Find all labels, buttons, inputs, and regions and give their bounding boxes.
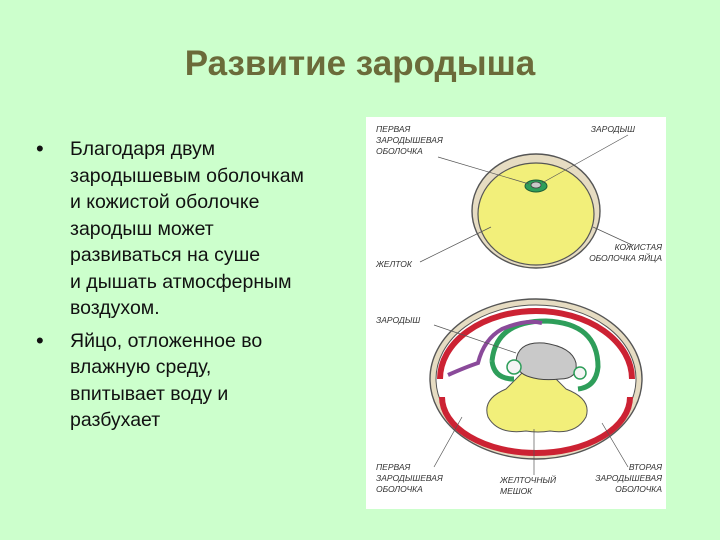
bullet-line: воздухом. <box>70 297 160 319</box>
bullet-line: зародышевым оболочкам <box>70 164 304 187</box>
top-embryo <box>531 182 541 188</box>
bullet-line: зародыш может <box>70 217 214 240</box>
bullet-glyph: • <box>36 327 44 353</box>
bottom-label-yolk-sac-2: МЕШОК <box>500 486 533 496</box>
bottom-label-first-membrane-2: ЗАРОДЫШЕВАЯ <box>376 473 443 483</box>
embryo-tail-loop <box>574 367 586 379</box>
bottom-label-second-membrane-2: ЗАРОДЫШЕВАЯ <box>595 473 662 483</box>
top-label-first-membrane-3: ОБОЛОЧКА <box>376 146 423 156</box>
bottom-label-yolk-sac-1: ЖЕЛТОЧНЫЙ <box>500 475 557 485</box>
bullet-line: и кожистой оболочке <box>70 191 260 213</box>
embryo-head <box>507 360 521 374</box>
top-label-first-membrane-1: ПЕРВАЯ <box>376 124 411 134</box>
bullet-line: влажную среду, <box>70 356 212 378</box>
top-label-first-membrane-2: ЗАРОДЫШЕВАЯ <box>376 135 443 145</box>
top-label-embryo: ЗАРОДЫШ <box>590 124 635 134</box>
top-label-shell-1: КОЖИСТАЯ <box>614 242 662 252</box>
top-egg-yolk <box>478 163 594 265</box>
bullet-line: Яйцо, отложенное во <box>70 329 263 352</box>
slide-title <box>0 44 720 84</box>
bullet-line: развиваться на суше <box>70 244 261 266</box>
top-label-yolk: ЖЕЛТОК <box>376 259 412 269</box>
bottom-label-second-membrane-3: ОБОЛОЧКА <box>615 484 662 494</box>
bottom-label-first-membrane-1: ПЕРВАЯ <box>376 462 411 472</box>
slide-title-text: Развитие зародыша <box>184 44 536 83</box>
bullet-line: разбухает <box>70 409 161 431</box>
bullet-line: Благодаря двум <box>70 138 215 160</box>
bottom-label-embryo: ЗАРОДЫШ <box>376 315 421 325</box>
bullet-item-2 <box>36 328 346 434</box>
egg-development-figure <box>366 117 666 509</box>
top-label-shell-2: ОБОЛОЧКА ЯЙЦА <box>589 253 662 263</box>
bullet-item-1 <box>36 136 346 322</box>
bottom-label-first-membrane-3: ОБОЛОЧКА <box>376 484 423 494</box>
bullet-line: впитывает воду и <box>70 382 229 405</box>
top-egg <box>375 124 662 269</box>
bottom-egg <box>376 299 662 496</box>
bottom-label-second-membrane-1: ВТОРАЯ <box>628 462 662 472</box>
bullet-list <box>36 136 346 440</box>
bullet-line: и дышать атмосферным <box>70 270 292 293</box>
egg-diagram <box>366 117 666 509</box>
bullet-glyph: • <box>36 136 44 161</box>
